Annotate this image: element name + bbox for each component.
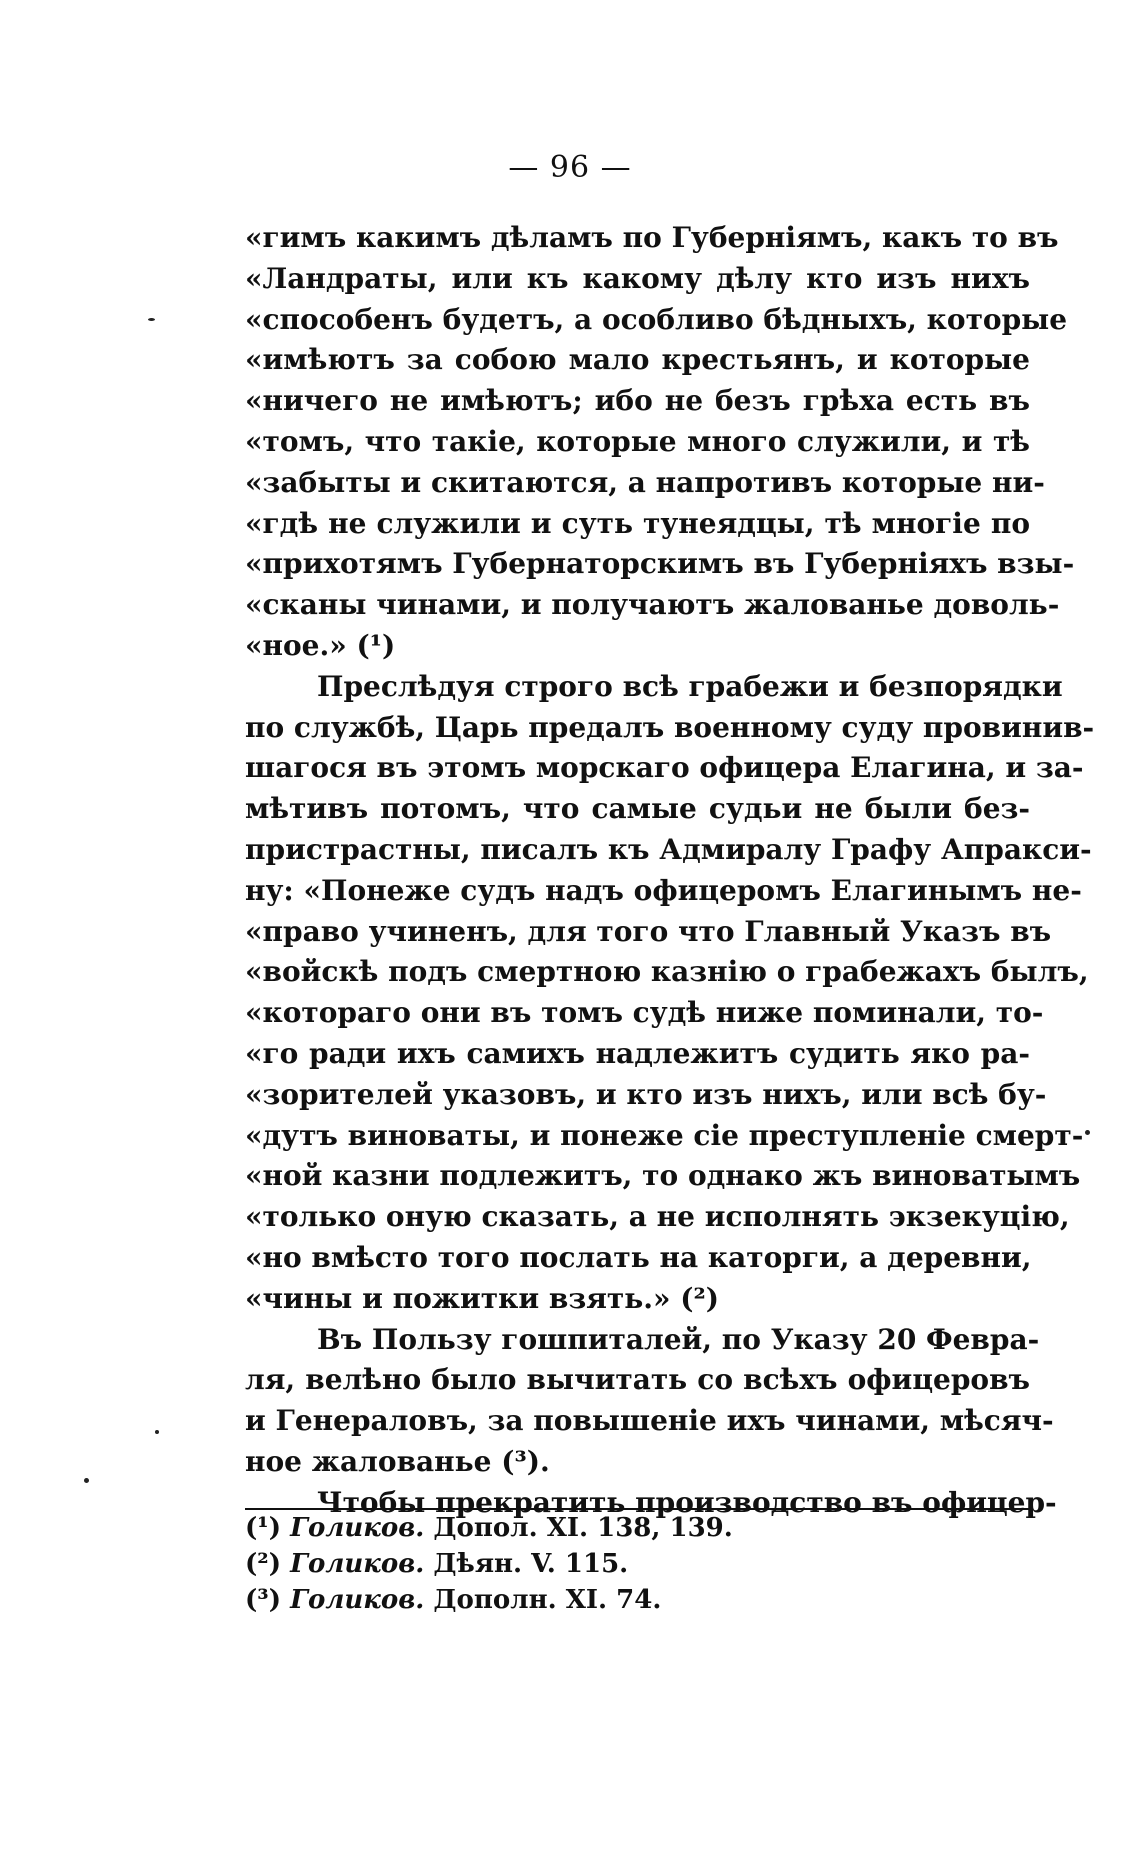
footnote-mark: (³) <box>245 1585 281 1615</box>
text-line: шагося въ этомъ морскаго офицера Елагина, и за- <box>245 751 1084 785</box>
footnote-author: Голиков. <box>290 1549 425 1579</box>
footnotes <box>245 1508 1030 1618</box>
text-line: Въ Пользу гошпиталей, по Указу 20 Февра- <box>317 1322 1040 1356</box>
scan-speck <box>148 318 155 321</box>
footnote-reference: Дополн. XI. 74. <box>433 1585 662 1615</box>
scan-speck <box>155 1430 159 1434</box>
text-line: «ное.» (¹) <box>245 628 396 662</box>
text-line: «прихотямъ Губернаторскимъ въ Губерніяхъ взы- <box>245 547 1075 581</box>
text-line: «забыты и скитаются, а напротивъ которые ни- <box>245 465 1045 499</box>
text-line: «ной казни подлежитъ, то однако жъ виноватымъ <box>245 1159 1081 1193</box>
text-line: «котораго они въ томъ судѣ ниже поминали, то- <box>245 996 1044 1030</box>
footnote-mark: (²) <box>245 1549 281 1579</box>
text-line: «но вмѣсто того послать на каторги, а деревни, <box>245 1240 1032 1274</box>
text-line: «го ради ихъ самихъ надлежитъ судить яко ра- <box>245 1036 1030 1070</box>
text-line: ну: «Понеже судъ надъ офицеромъ Елагинымъ не- <box>245 873 1082 907</box>
scan-speck <box>1085 1130 1090 1135</box>
text-line: «ничего не имѣютъ; ибо не безъ грѣха есть въ <box>245 384 1030 418</box>
text-line: ное жалованье (³). <box>245 1444 550 1478</box>
text-line: ля, велѣно было вычитать со всѣхъ офицеровъ <box>245 1363 1030 1397</box>
text-line: «сканы чинами, и получаютъ жалованье доволь- <box>245 588 1060 622</box>
footnote <box>245 1510 1030 1546</box>
text-line: «чины и пожитки взять.» (²) <box>245 1281 720 1315</box>
footnote-reference: Допол. XI. 138, 139. <box>433 1513 733 1543</box>
body-text <box>245 218 1095 1524</box>
text-line: и Генераловъ, за повышеніе ихъ чинами, мѣсяч- <box>245 1404 1054 1438</box>
text-line: пристрастны, писалъ къ Адмиралу Графу Апракси- <box>245 832 1092 866</box>
page-number: — 96 — <box>508 150 632 185</box>
text-line: по службѣ, Царь предалъ военному суду провинив- <box>245 710 1095 744</box>
footnote <box>245 1546 1030 1582</box>
text-line: «гдѣ не служили и суть тунеядцы, тѣ многіе по <box>245 506 1030 540</box>
footnote-reference: Дѣян. V. 115. <box>433 1549 629 1579</box>
footnote-author: Голиков. <box>290 1585 425 1615</box>
text-line: «Ландраты, или къ какому дѣлу кто изъ нихъ <box>245 261 1030 295</box>
scan-speck <box>84 1478 89 1483</box>
text-line: «томъ, что такіе, которые много служили, и тѣ <box>245 424 1030 458</box>
text-line: мѣтивъ потомъ, что самые судьи не были без- <box>245 792 1030 826</box>
text-line: Чтобы прекратить производство въ офицер- <box>317 1485 1057 1519</box>
text-line: Преслѣдуя строго всѣ грабежи и безпорядки <box>317 669 1063 703</box>
text-line: «войскѣ подъ смертною казнію о грабежахъ былъ, <box>245 955 1089 989</box>
footnote-mark: (¹) <box>245 1513 281 1543</box>
text-line: «зорителей указовъ, и кто изъ нихъ, или всѣ бу- <box>245 1077 1047 1111</box>
text-line: «имѣютъ за собою мало крестьянъ, и которые <box>245 343 1030 377</box>
text-line: «гимъ какимъ дѣламъ по Губерніямъ, какъ то въ <box>245 221 1059 254</box>
text-line: «дутъ виноваты, и понеже сіе преступленіе смерт- <box>245 1118 1084 1152</box>
text-line: «право учиненъ, для того что Главный Указъ въ <box>245 914 1052 948</box>
footnote-author: Голиков. <box>290 1513 425 1543</box>
text-line: «способенъ будетъ, а особливо бѣдныхъ, которые <box>245 302 1068 336</box>
text-line: «только оную сказать, а не исполнять экзекуцію, <box>245 1200 1070 1234</box>
footnote <box>245 1582 1030 1618</box>
